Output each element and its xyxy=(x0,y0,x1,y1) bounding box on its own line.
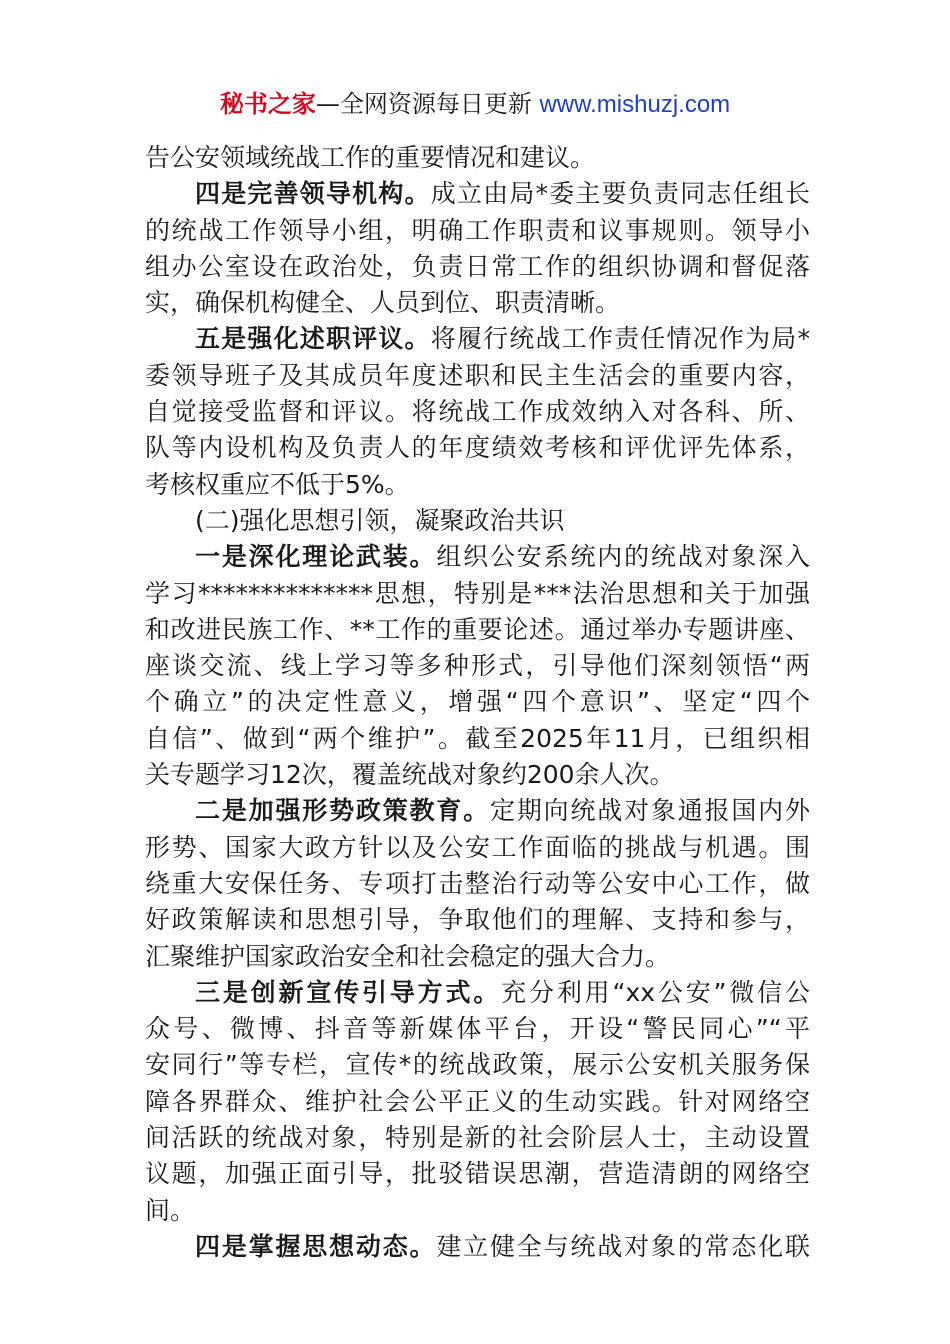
site-url-link[interactable]: www.mishuzj.com xyxy=(539,91,731,118)
line-text: 将履行统战工作责任情况作为局* xyxy=(430,324,810,354)
text-line xyxy=(145,830,810,866)
text-line xyxy=(145,285,810,321)
line-text: 告公安领域统战工作的重要情况和建议。 xyxy=(145,143,596,172)
line-text: 形势、国家大政方针以及公安工作面临的挑战与机遇。围 xyxy=(145,832,810,862)
line-text: 好政策解读和思想引导，争取他们的理解、支持和参与， xyxy=(145,905,810,935)
line-text: (二)强化思想引领，凝聚政治共识 xyxy=(195,505,565,535)
paragraph-heading: 四是掌握思想动态。 xyxy=(195,1231,437,1261)
line-text: 实，确保机构健全、人员到位、职责清晰。 xyxy=(145,288,621,318)
text-line xyxy=(145,648,810,684)
line-text: 关专题学习12次，覆盖统战对象约200余人次。 xyxy=(145,760,675,790)
line-text: 的统战工作领导小组，明确工作职责和议事规则。领导小 xyxy=(145,215,810,245)
line-text: 充分利用“xx公安”微信公 xyxy=(501,977,810,1007)
text-line xyxy=(145,1047,810,1083)
paragraph-heading: 四是完善领导机构。 xyxy=(195,179,431,209)
line-text: 建立健全与统战对象的常态化联 xyxy=(436,1231,810,1261)
line-text: 汇聚维护国家政治安全和社会稳定的强大合力。 xyxy=(145,941,671,971)
text-line xyxy=(145,866,810,902)
text-line xyxy=(145,503,810,539)
text-line xyxy=(145,1193,810,1229)
text-line xyxy=(145,721,810,757)
line-text: 自觉接受监督和评议。将统战工作成效纳入对各科、所、 xyxy=(145,397,810,427)
site-header xyxy=(0,86,950,123)
text-line xyxy=(145,394,810,430)
line-text: 定期向统战对象通报国内外 xyxy=(490,796,810,826)
line-text: 个确立”的决定性意义，增强“四个意识”、坚定“四个 xyxy=(145,687,810,717)
line-text: 队等内设机构及负责人的年度绩效考核和评优评先体系， xyxy=(145,433,810,463)
line-text: 绕重大安保任务、专项打击整治行动等公安中心工作，做 xyxy=(145,868,810,898)
line-text: 组织公安系统内的统战对象深入 xyxy=(436,542,810,572)
text-line xyxy=(145,1084,810,1120)
paragraph-heading: 五是强化述职评议。 xyxy=(195,324,431,354)
line-text: 学习**************思想，特别是***法治思想和关于加强 xyxy=(145,578,810,608)
text-line xyxy=(145,757,810,793)
text-line xyxy=(145,321,810,357)
line-text: 间活跃的统战对象，特别是新的社会阶层人士，主动设置 xyxy=(145,1123,810,1153)
text-line xyxy=(145,975,810,1011)
text-line xyxy=(145,430,810,466)
text-line xyxy=(145,576,810,612)
text-line xyxy=(145,1156,810,1192)
text-line xyxy=(145,793,810,829)
line-text: 众号、微博、抖音等新媒体平台，开设“警民同心”“平 xyxy=(145,1014,810,1044)
line-text: 间。 xyxy=(145,1195,196,1225)
text-line xyxy=(145,902,810,938)
text-line xyxy=(145,358,810,394)
text-line xyxy=(145,612,810,648)
document-body xyxy=(145,140,810,1265)
line-text: 自信”、做到“两个维护”。截至2025年11月，已组织相 xyxy=(145,723,810,753)
text-line xyxy=(145,1120,810,1156)
line-text: 障各界群众、维护社会公平正义的生动实践。针对网络空 xyxy=(145,1086,810,1116)
text-line xyxy=(145,467,810,503)
line-text: 考核权重应不低于5%。 xyxy=(145,469,410,499)
line-text: 成立由局*委主要负责同志任组长 xyxy=(430,179,810,209)
text-line xyxy=(145,249,810,285)
line-text: 议题，加强正面引导，批驳错误思潮，营造清朗的网络空 xyxy=(145,1159,810,1189)
text-line xyxy=(145,939,810,975)
paragraph-heading: 一是深化理论武装。 xyxy=(195,542,437,572)
text-line xyxy=(145,176,810,212)
paragraph-heading: 三是创新宣传引导方式。 xyxy=(195,977,502,1007)
text-line xyxy=(145,539,810,575)
text-line xyxy=(145,140,810,176)
line-text: 安同行”等专栏，宣传*的统战政策，展示公安机关服务保 xyxy=(145,1050,810,1080)
text-line xyxy=(145,684,810,720)
site-tagline: —全网资源每日更新 xyxy=(315,90,532,118)
text-line xyxy=(145,1011,810,1047)
text-line xyxy=(145,213,810,249)
site-brand: 秘书之家 xyxy=(219,90,316,118)
text-line xyxy=(145,1229,810,1265)
line-text: 组办公室设在政治处，负责日常工作的组织协调和督促落 xyxy=(145,251,810,281)
line-text: 和改进民族工作、**工作的重要论述。通过举办专题讲座、 xyxy=(145,614,810,644)
line-text: 委领导班子及其成员年度述职和民主生活会的重要内容， xyxy=(145,360,810,390)
paragraph-heading: 二是加强形势政策教育。 xyxy=(195,796,490,826)
line-text: 座谈交流、线上学习等多种形式，引导他们深刻领悟“两 xyxy=(145,651,810,681)
